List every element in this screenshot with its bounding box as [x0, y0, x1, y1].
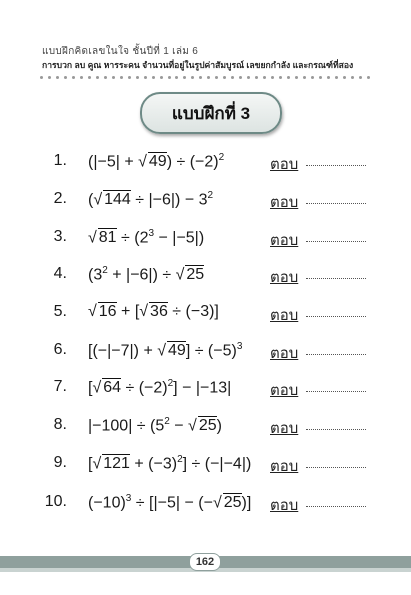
divider-dot: [56, 76, 59, 79]
divider-dot: [271, 76, 274, 79]
answer-line[interactable]: [306, 241, 366, 242]
problem-number: 5.: [53, 303, 67, 320]
answer-label: ตอบ: [270, 497, 299, 514]
divider-dot: [64, 76, 67, 79]
answer-label: ตอบ: [270, 269, 299, 286]
answer-line[interactable]: [306, 316, 366, 317]
problem-number: 8.: [53, 416, 67, 433]
problem-row: [0, 190, 411, 214]
divider-dot: [104, 76, 107, 79]
answer-label: ตอบ: [270, 194, 299, 211]
answer-line[interactable]: [306, 429, 366, 430]
divider-dot: [255, 76, 258, 79]
divider-dot: [359, 76, 362, 79]
divider-dot: [183, 76, 186, 79]
problem-expression: √ $81 \div (2^3 - |-5|)$: [88, 228, 205, 247]
answer-line[interactable]: [306, 391, 366, 392]
answer-label: ตอบ: [270, 307, 299, 324]
answer-line[interactable]: [306, 203, 366, 204]
divider-dot: [96, 76, 99, 79]
divider-dot: [144, 76, 147, 79]
divider-dot: [88, 76, 91, 79]
answer-label: ตอบ: [270, 156, 299, 173]
divider-dot: [160, 76, 163, 79]
answer-label: ตอบ: [270, 420, 299, 437]
dotted-divider: [40, 76, 370, 82]
divider-dot: [80, 76, 83, 79]
problem-expression: $|-100| \div (5^2$ − √ 25): [88, 416, 222, 435]
problem-number: 2.: [53, 190, 67, 207]
answer-line[interactable]: [306, 467, 366, 468]
problem-row: [0, 303, 411, 327]
problem-number: 3.: [53, 228, 67, 245]
answer-line[interactable]: [306, 165, 366, 166]
exercise-title: แบบฝึกที่ 3: [140, 92, 282, 134]
divider-dot: [215, 76, 218, 79]
divider-dot: [263, 76, 266, 79]
divider-dot: [327, 76, 330, 79]
divider-dot: [199, 76, 202, 79]
problem-expression: $(3^2 + |-6|)$ ÷ √ 25: [88, 265, 205, 284]
problem-number: 4.: [53, 265, 67, 282]
divider-dot: [311, 76, 314, 79]
problem-number: 7.: [53, 378, 67, 395]
answer-label: ตอบ: [270, 345, 299, 362]
divider-dot: [295, 76, 298, 79]
answer-label: ตอบ: [270, 382, 299, 399]
problem-number: 6.: [53, 341, 67, 358]
problem-row: [0, 228, 411, 252]
divider-dot: [303, 76, 306, 79]
problem-row: [0, 152, 411, 176]
divider-dot: [351, 76, 354, 79]
divider-dot: [112, 76, 115, 79]
divider-dot: [120, 76, 123, 79]
problem-row: [0, 265, 411, 289]
divider-dot: [319, 76, 322, 79]
answer-label: ตอบ: [270, 458, 299, 475]
problem-expression: [√ $121 + (-3)^2] \div (-|-4|)$: [88, 454, 252, 473]
problem-row: [0, 341, 411, 365]
problem-row: [0, 454, 411, 478]
problem-number: 10.: [44, 493, 67, 510]
divider-dot: [287, 76, 290, 79]
divider-dot: [128, 76, 131, 79]
divider-dot: [343, 76, 346, 79]
divider-dot: [152, 76, 155, 79]
answer-line[interactable]: [306, 354, 366, 355]
header-subtitle: แบบฝึกคิดเลขในใจ ชั้นปีที่ 1 เล่ม 6: [42, 46, 199, 57]
divider-dot: [175, 76, 178, 79]
divider-dot: [207, 76, 210, 79]
answer-line[interactable]: [306, 278, 366, 279]
divider-dot: [335, 76, 338, 79]
problem-expression: [√ $64 \div (-2)^2] - |-13|$: [88, 378, 232, 397]
problem-expression: [(−|−7|) + √ $49] \div (-5)^3$: [88, 341, 243, 360]
divider-dot: [239, 76, 242, 79]
problem-expression: (|−5| + √ $49) \div (-2)^2$: [88, 152, 225, 171]
answer-line[interactable]: [306, 506, 366, 507]
divider-dot: [40, 76, 43, 79]
problem-expression: (√ $144 \div |-6|) - 3^2$: [88, 190, 214, 209]
divider-dot: [231, 76, 234, 79]
divider-dot: [136, 76, 139, 79]
divider-dot: [72, 76, 75, 79]
divider-dot: [191, 76, 194, 79]
divider-dot: [168, 76, 171, 79]
problem-number: 1.: [53, 152, 67, 169]
answer-label: ตอบ: [270, 232, 299, 249]
divider-dot: [48, 76, 51, 79]
problem-row: [0, 416, 411, 440]
problem-expression: √ 16 + [√ 36 ÷ (−3)]: [88, 303, 219, 320]
problem-row: [0, 378, 411, 402]
divider-dot: [367, 76, 370, 79]
problem-expression: $(-10)^3 \div [|-5|$ − (−√ 25)]: [88, 493, 252, 512]
header-topic: การบวก ลบ คูณ หารระคน จำนวนที่อยู่ในรูปค่าสัมบูรณ์ เลขยกกำลัง และกรณฑ์ที่สอง: [42, 60, 354, 70]
page-number: 162: [189, 553, 221, 571]
problem-number: 9.: [53, 454, 67, 471]
divider-dot: [223, 76, 226, 79]
divider-dot: [247, 76, 250, 79]
divider-dot: [279, 76, 282, 79]
problem-row: [0, 493, 411, 517]
